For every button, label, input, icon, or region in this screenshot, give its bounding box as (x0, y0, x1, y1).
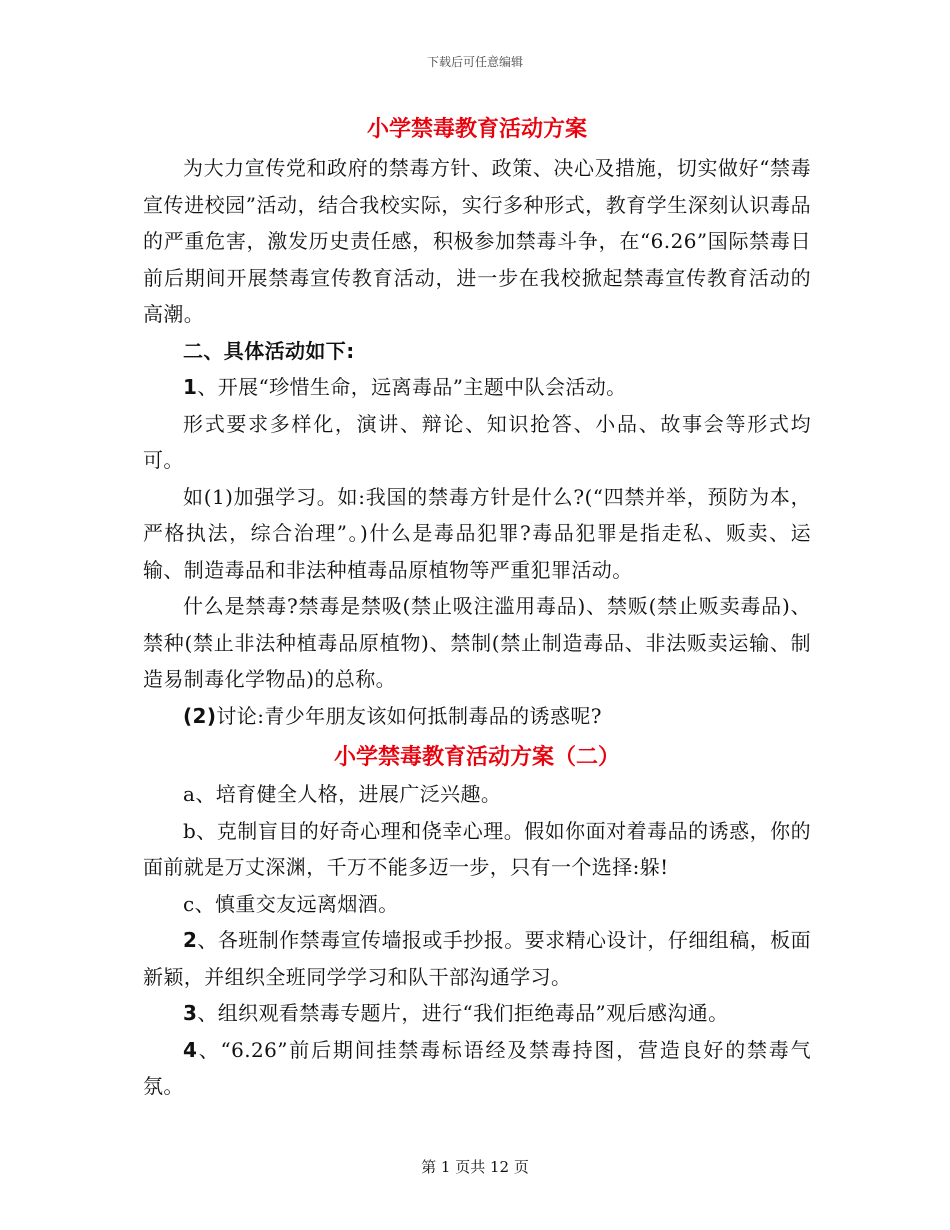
item-text: 讨论:青少年朋友该如何抵制毒品的诱惑呢? (216, 703, 602, 728)
activity-item-1 (143, 369, 811, 406)
definition-paragraph: 什么是禁毒?禁毒是禁吸(禁止吸注滥用毒品)、禁贩(禁止贩卖毒品)、禁种(禁止非法种植毒品原植物)、禁制(禁止制造毒品、非法贩卖运输、制造易制毒化学物品)的总称。 (143, 594, 811, 691)
study-paragraph: 如(1)加强学习。如:我国的禁毒方针是什么?(“四禁并举，预防为本，严格执法，综合治理”。)什么是毒品犯罪?毒品犯罪是指走私、贩卖、运输、制造毒品和非法种植毒品原植物等严重犯罪活动。 (143, 484, 811, 582)
page-header: 下载后可任意编辑 (426, 55, 523, 69)
document-title: 小学禁毒教育活动方案 (366, 116, 587, 142)
item-number: 1 (183, 375, 198, 399)
item-number: 3 (183, 1001, 198, 1025)
item-text: 、“6.26”前后期间挂禁毒标语经及禁毒持图，营造良好的禁毒气氛。 (143, 1037, 811, 1098)
document-subtitle: 小学禁毒教育活动方案（二） (333, 744, 620, 770)
item-text: 、组织观看禁毒专题片，进行“我们拒绝毒品”观后感沟通。 (197, 1001, 729, 1025)
intro-paragraph: 为大力宣传党和政府的禁毒方针、政策、决心及措施，切实做好“禁毒宣传进校园”活动，结合我校实际，实行多种形式，教育学生深刻认识毒品的严重危害，激发历史责任感，积极参加禁毒斗争，在“6.26”国际禁毒日前后期间开展禁毒宣传教育活动，进一步在我校掀起禁毒宣传教育活动的高潮。 (143, 156, 811, 326)
activity-item-4 (143, 1032, 811, 1105)
point-b: b、克制盲目的好奇心理和侥幸心理。假如你面对着毒品的诱惑，你的面前就是万丈深渊，千万不能多迈一步，只有一个选择:躲! (143, 818, 811, 879)
activity-item-2 (143, 922, 811, 995)
item-number: 4 (183, 1037, 198, 1062)
item-text: 、各班制作禁毒宣传墙报或手抄报。要求精心设计，仔细组稿，板面新颖，并组织全班同学学习和队干部沟通学习。 (143, 928, 811, 989)
page-footer: 第 1 页共 12 页 (421, 1158, 529, 1176)
item-text: 、开展“珍惜生命，远离毒品”主题中队会活动。 (197, 375, 627, 399)
point-a: a、培育健全人格，进展广泛兴趣。 (183, 782, 502, 806)
item-number: (2) (183, 703, 217, 728)
activity-item-3 (143, 995, 811, 1032)
section-heading: 二、具体活动如下: (183, 338, 355, 363)
item-number: 2 (183, 928, 198, 952)
document-body (143, 108, 811, 1105)
point-c: c、慎重交友远离烟酒。 (183, 891, 399, 916)
discussion-item (143, 698, 811, 735)
form-paragraph: 形式要求多样化，演讲、辩论、知识抢答、小品、故事会等形式均可。 (143, 411, 811, 472)
